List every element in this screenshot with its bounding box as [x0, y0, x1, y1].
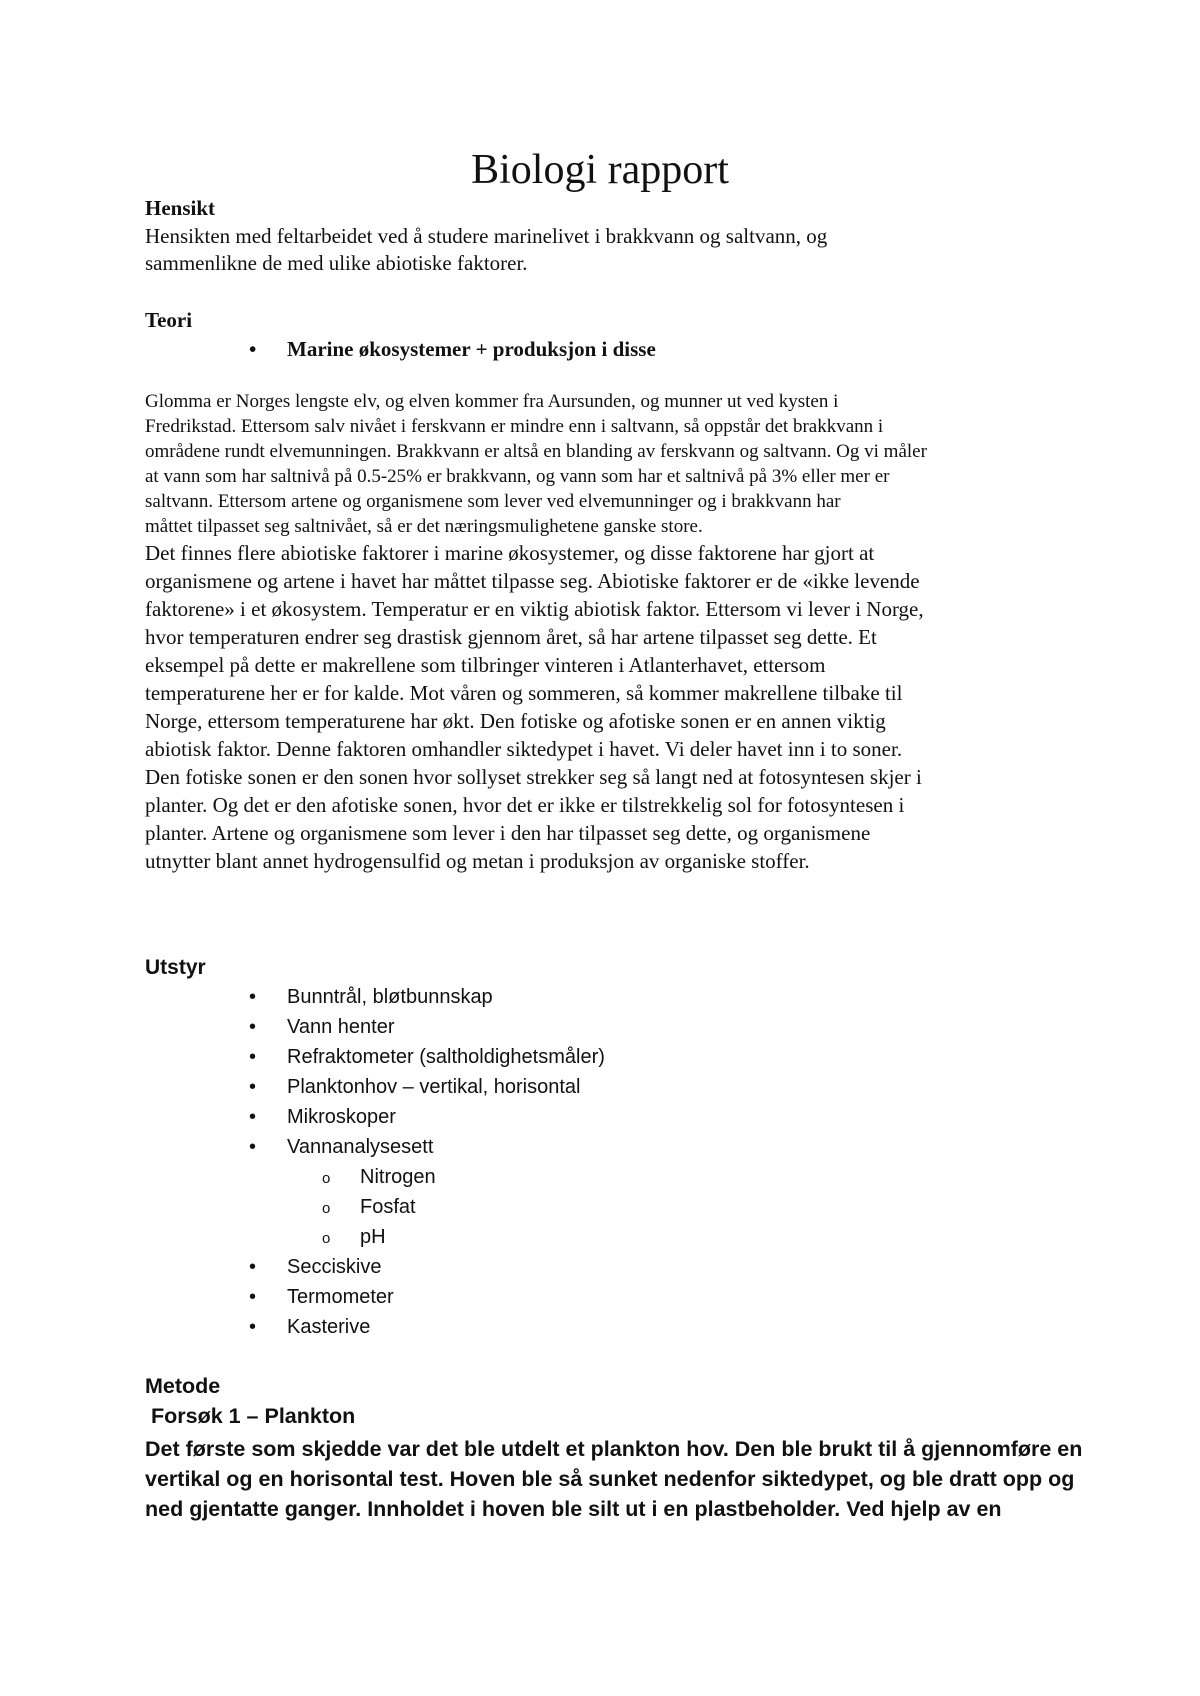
- teori-para2-line-2: organismene og artene i havet har måttet tilpasse seg. Abiotiske faktorer er de «ikke levende: [145, 569, 920, 593]
- metode-line-1: Det første som skjedde var det ble utdelt et plankton hov. Den ble brukt til å gjennomføre en: [145, 1437, 1083, 1461]
- utstyr-item-label: Vann henter: [287, 1016, 395, 1038]
- utstyr-subitem-label: Nitrogen: [360, 1166, 436, 1188]
- subheading-forsok-1: Forsøk 1 – Plankton: [145, 1404, 356, 1428]
- bullet-icon: •: [249, 1286, 257, 1308]
- hensikt-line-1: Hensikten med feltarbeidet ved å studere marinelivet i brakkvann og saltvann, og: [145, 224, 828, 248]
- teori-bullet-item: [249, 337, 656, 362]
- teori-para2-line-10: planter. Og det er den afotiske sonen, hvor det er ikke er tilstrekkelig sol for fotosyntesen i: [145, 793, 905, 817]
- utstyr-item: [249, 1136, 433, 1159]
- teori-para1-line-5: saltvann. Ettersom artene og organismene som lever ved elvemunninger og i brakkvann har: [145, 491, 841, 512]
- utstyr-item-label: Kasterive: [287, 1316, 371, 1338]
- bullet-icon: •: [249, 1316, 257, 1338]
- teori-para1-line-4: at vann som har saltnivå på 0.5-25% er brakkvann, og vann som har et saltnivå på 3% eller mer er: [145, 466, 890, 487]
- teori-para2-line-8: abiotisk faktor. Denne faktoren omhandler siktedypet i havet. Vi deler havet inn i to soner.: [145, 737, 903, 761]
- bullet-icon: •: [249, 1136, 257, 1158]
- bullet-icon: •: [249, 986, 257, 1008]
- utstyr-item-label: Vannanalysesett: [287, 1136, 434, 1158]
- utstyr-subitem-label: Fosfat: [360, 1196, 416, 1218]
- teori-para2-line-12: utnytter blant annet hydrogensulfid og metan i produksjon av organiske stoffer.: [145, 849, 810, 873]
- bullet-icon: •: [249, 337, 257, 361]
- teori-para2-line-9: Den fotiske sonen er den sonen hvor sollyset strekker seg så langt ned at fotosyntesen skjer i: [145, 765, 922, 789]
- teori-para2-line-6: temperaturene her er for kalde. Mot våren og sommeren, så kommer makrellene tilbake til: [145, 681, 903, 705]
- teori-bullet-label: Marine økosystemer + produksjon i disse: [287, 337, 656, 361]
- metode-line-3: ned gjentatte ganger. Innholdet i hoven ble silt ut i en plastbeholder. Ved hjelp av en: [145, 1497, 1002, 1521]
- teori-para1-line-1: Glomma er Norges lengste elv, og elven kommer fra Aursunden, og munner ut ved kysten i: [145, 391, 839, 412]
- utstyr-item: [249, 1076, 581, 1099]
- utstyr-item: [249, 1106, 396, 1129]
- teori-para1-line-2: Fredrikstad. Ettersom salv nivået i ferskvann er mindre enn i saltvann, så oppstår det brakkvann i: [145, 416, 884, 437]
- section-heading-metode: Metode: [145, 1374, 221, 1398]
- utstyr-item-label: Secciskive: [287, 1256, 382, 1278]
- teori-para2-line-3: faktorene» i et økosystem. Temperatur er en viktig abiotisk faktor. Ettersom vi lever i Norge,: [145, 597, 924, 621]
- utstyr-subitem: [322, 1196, 416, 1219]
- hensikt-line-2: sammenlikne de med ulike abiotiske faktorer.: [145, 251, 528, 275]
- utstyr-item: [249, 986, 493, 1009]
- utstyr-item: [249, 1046, 605, 1069]
- utstyr-subitem-label: pH: [360, 1226, 386, 1248]
- utstyr-subitem: [322, 1166, 436, 1189]
- utstyr-item-label: Termometer: [287, 1286, 394, 1308]
- bullet-icon: •: [249, 1256, 257, 1278]
- bullet-icon: •: [249, 1106, 257, 1128]
- utstyr-item: [249, 1316, 370, 1339]
- metode-line-2: vertikal og en horisontal test. Hoven ble så sunket nedenfor siktedypet, og ble dratt opp og: [145, 1467, 1075, 1491]
- utstyr-subitem: [322, 1226, 386, 1249]
- bullet-icon: •: [249, 1076, 257, 1098]
- utstyr-item-label: Bunntrål, bløtbunnskap: [287, 986, 493, 1008]
- document-title: Biologi rapport: [471, 147, 729, 193]
- teori-para1-line-6: måttet tilpasset seg saltnivået, så er det næringsmulighetene ganske store.: [145, 516, 703, 537]
- section-heading-teori: Teori: [145, 308, 193, 332]
- bullet-icon: •: [249, 1016, 257, 1038]
- teori-para2-line-7: Norge, ettersom temperaturene har økt. Den fotiske og afotiske sonen er en annen viktig: [145, 709, 886, 733]
- teori-para2-line-5: eksempel på dette er makrellene som tilbringer vinteren i Atlanterhavet, ettersom: [145, 653, 826, 677]
- teori-para2-line-11: planter. Artene og organismene som lever i den har tilpasset seg dette, og organismene: [145, 821, 871, 845]
- utstyr-item: [249, 1256, 381, 1279]
- utstyr-item-label: Refraktometer (saltholdighetsmåler): [287, 1046, 605, 1068]
- utstyr-item-label: Planktonhov – vertikal, horisontal: [287, 1076, 581, 1098]
- utstyr-item: [249, 1016, 395, 1039]
- bullet-icon: •: [249, 1046, 257, 1068]
- utstyr-item: [249, 1286, 394, 1309]
- section-heading-utstyr: Utstyr: [145, 956, 206, 979]
- teori-para1-line-3: områdene rundt elvemunningen. Brakkvann er altså en blanding av ferskvann og saltvann. Og vi måler: [145, 441, 927, 462]
- teori-para2-line-1: Det finnes flere abiotiske faktorer i marine økosystemer, og disse faktorene har gjort at: [145, 541, 875, 565]
- circle-bullet-icon: o: [322, 1230, 331, 1247]
- utstyr-item-label: Mikroskoper: [287, 1106, 396, 1128]
- circle-bullet-icon: o: [322, 1170, 331, 1187]
- teori-para2-line-4: hvor temperaturen endrer seg drastisk gjennom året, så har artene tilpasset seg dette. Et: [145, 625, 877, 649]
- circle-bullet-icon: o: [322, 1200, 331, 1217]
- section-heading-hensikt: Hensikt: [145, 196, 216, 220]
